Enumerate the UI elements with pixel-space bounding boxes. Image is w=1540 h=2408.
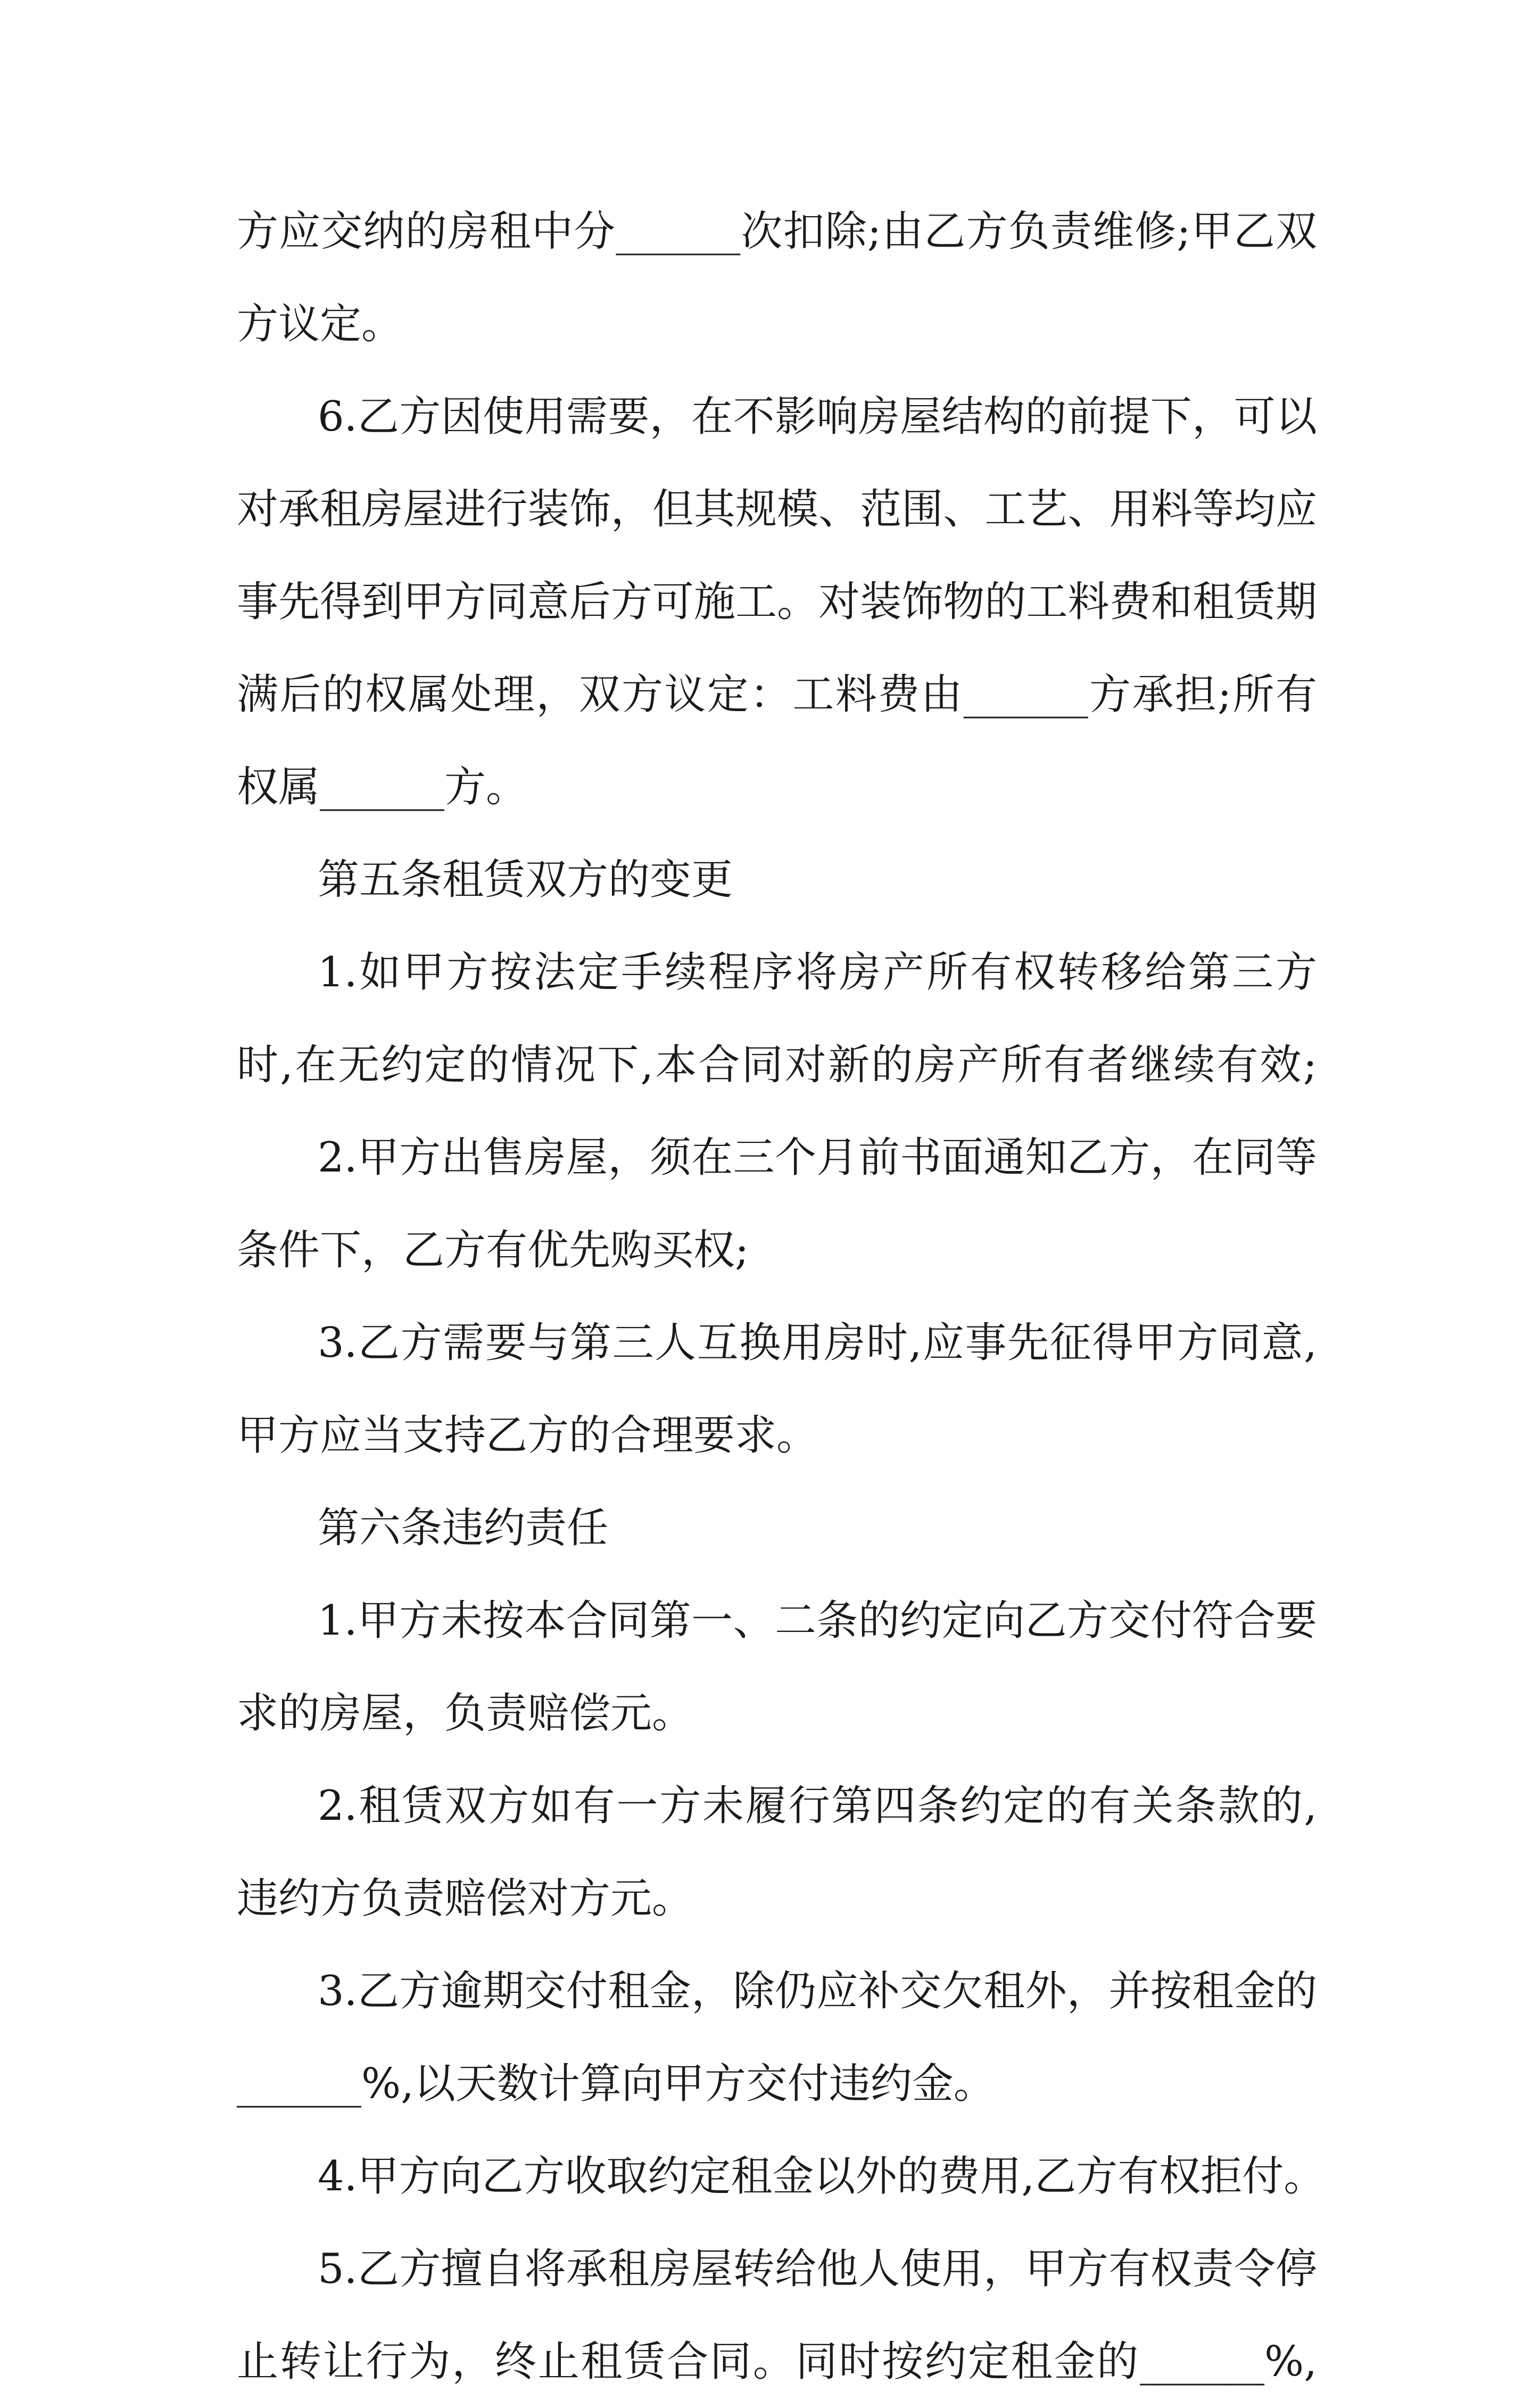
paragraph-start bbox=[237, 1760, 1317, 1852]
line-text: 4.甲方向乙方收取约定租金以外的费用,乙方有权拒付。 bbox=[318, 2153, 1326, 2200]
text-line bbox=[237, 1019, 1317, 1111]
line-text: 对承租房屋进行装饰，但其规模、范围、工艺、用料等均应 bbox=[237, 485, 1317, 533]
text-line bbox=[237, 1667, 1317, 1760]
text-line bbox=[237, 1852, 1317, 1945]
paragraph-start bbox=[237, 1111, 1317, 1204]
line-text: ______%,以天数计算向甲方交付违约金。 bbox=[237, 2060, 995, 2108]
line-text: 违约方负责赔偿对方元。 bbox=[237, 1875, 694, 1923]
text-line bbox=[237, 2038, 1317, 2130]
section-heading bbox=[237, 834, 1317, 926]
paragraph-start bbox=[237, 1297, 1317, 1389]
line-text: 5.乙方擅自将承租房屋转给他人使用，甲方有权责令停 bbox=[318, 2245, 1317, 2293]
text-line bbox=[237, 648, 1317, 741]
paragraph-start bbox=[237, 1574, 1317, 1667]
text-line bbox=[237, 1204, 1317, 1297]
text-line bbox=[237, 1389, 1317, 1482]
line-text: 1.甲方未按本合同第一、二条的约定向乙方交付符合要 bbox=[318, 1597, 1317, 1645]
line-text: 条件下，乙方有优先购买权; bbox=[237, 1226, 749, 1274]
line-text: 方议定。 bbox=[237, 300, 403, 348]
line-text: 6.乙方因使用需要，在不影响房屋结构的前提下，可以 bbox=[318, 393, 1317, 441]
section-title: 第六条违约责任 bbox=[318, 1504, 609, 1552]
text-line bbox=[237, 2315, 1317, 2408]
line-text: 2.租赁双方如有一方未履行第四条约定的有关条款的, bbox=[318, 1782, 1317, 1830]
section-heading bbox=[237, 1482, 1317, 1574]
text-line bbox=[237, 556, 1317, 648]
document-body bbox=[237, 185, 1326, 2408]
line-text: 1.如甲方按法定手续程序将房产所有权转移给第三方 bbox=[318, 949, 1317, 996]
text-line bbox=[237, 463, 1317, 556]
line-text: 方应交纳的房租中分______次扣除;由乙方负责维修;甲乙双 bbox=[237, 208, 1317, 255]
line-text: 3.乙方逾期交付租金，除仍应补交欠租外，并按租金的 bbox=[318, 1967, 1317, 2015]
paragraph-start bbox=[237, 926, 1317, 1019]
line-text: 求的房屋，负责赔偿元。 bbox=[237, 1689, 694, 1737]
line-text: 甲方应当支持乙方的合理要求。 bbox=[237, 1412, 818, 1459]
line-text: 满后的权属处理，双方议定：工料费由______方承担;所有 bbox=[237, 671, 1317, 719]
line-text: 权属______方。 bbox=[237, 763, 528, 811]
paragraph-start bbox=[237, 2223, 1317, 2315]
line-text: 止转让行为，终止租赁合同。同时按约定租金的______%, bbox=[237, 2338, 1317, 2386]
paragraph-start bbox=[237, 2130, 1326, 2223]
line-text: 2.甲方出售房屋，须在三个月前书面通知乙方，在同等 bbox=[318, 1134, 1317, 1182]
section-title: 第五条租赁双方的变更 bbox=[318, 856, 733, 904]
line-text: 3.乙方需要与第三人互换用房时,应事先征得甲方同意, bbox=[318, 1319, 1317, 1367]
line-text: 时,在无约定的情况下,本合同对新的房产所有者继续有效; bbox=[237, 1041, 1317, 1089]
text-line bbox=[237, 278, 1317, 370]
text-line bbox=[237, 185, 1317, 278]
paragraph-start bbox=[237, 1945, 1317, 2038]
text-line bbox=[237, 741, 1317, 834]
paragraph-start bbox=[237, 370, 1317, 463]
line-text: 事先得到甲方同意后方可施工。对装饰物的工料费和租赁期 bbox=[237, 578, 1317, 626]
